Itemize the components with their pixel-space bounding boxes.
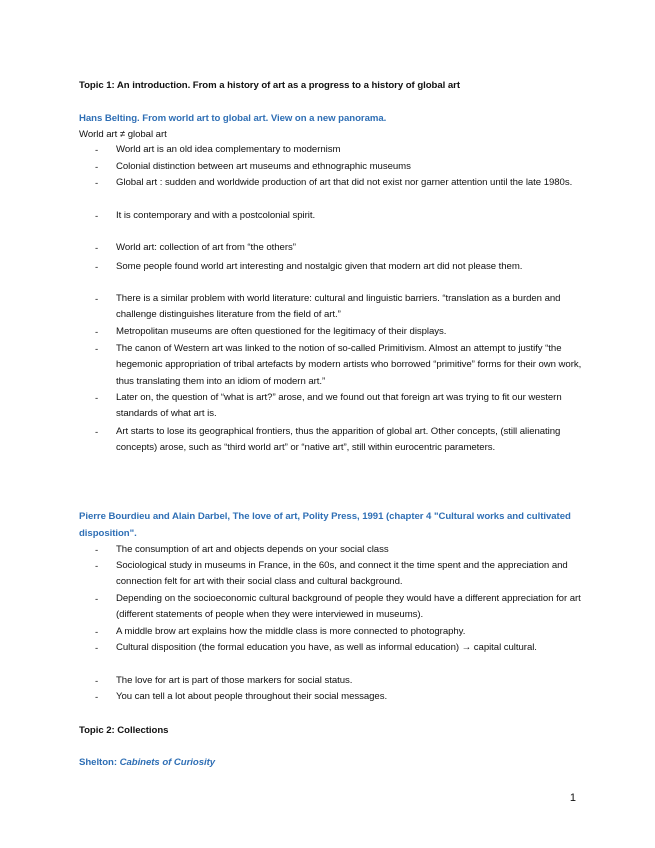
topic-2-heading: Topic 2: Collections	[79, 725, 169, 736]
list-item: Depending on the socioeconomic cultural background of people they would have a different appreciation for art (different statements of people when they were interviewed in museums).	[116, 593, 581, 621]
bullet-dash: -	[95, 243, 99, 254]
list-item: Global art : sudden and worldwide production of art that did not exist nor garner attention until the late 1980s.	[116, 177, 573, 188]
page-number: 1	[569, 792, 576, 804]
bullet-dash: -	[95, 594, 99, 605]
bullet-dash: -	[95, 643, 99, 654]
list-item: Metropolitan museums are often questioned for the legitimacy of their displays.	[116, 326, 447, 337]
list-item: Cultural disposition (the formal education you have, as well as informal education) → capital cultural.	[116, 642, 537, 653]
list-item: The canon of Western art was linked to the notion of so-called Primitivism. Almost an attempt to justify “the hegemonic appropriation of tribal artefacts by modern artists who borrowed “primitive” forms for their own work, thus translating them into an idiom of modern art.”	[116, 343, 582, 387]
belting-heading: Hans Belting. From world art to global art. View on a new panorama.	[79, 113, 387, 124]
list-item: Colonial distinction between art museums and ethnographic museums	[116, 161, 411, 172]
bullet-dash: -	[95, 262, 99, 273]
bullet-dash: -	[95, 427, 99, 438]
belting-intro: World art ≠ global art	[79, 129, 167, 140]
bullet-dash: -	[95, 162, 99, 173]
bullet-dash: -	[95, 178, 99, 189]
topic-1-heading: Topic 1: An introduction. From a history of art as a progress to a history of global art	[79, 80, 460, 91]
bullet-dash: -	[95, 294, 99, 305]
bullet-dash: -	[95, 327, 99, 338]
bullet-dash: -	[95, 676, 99, 687]
bourdieu-heading: Pierre Bourdieu and Alain Darbel, The love of art, Polity Press, 1991 (chapter 4 "Cultural works and cultivated disposition".	[79, 511, 571, 539]
bullet-dash: -	[95, 145, 99, 156]
shelton-author: Shelton:	[79, 757, 120, 768]
bullet-dash: -	[95, 344, 99, 355]
bullet-dash: -	[95, 561, 99, 572]
list-item: World art: collection of art from “the others”	[116, 242, 296, 253]
bullet-dash: -	[95, 211, 99, 222]
list-item: Art starts to lose its geographical frontiers, thus the apparition of global art. Other concepts, (still alienating concepts) arose, such as “third world art” or “native art”, still within eurocentric parameters.	[116, 426, 561, 454]
list-item: Later on, the question of “what is art?” arose, and we found out that foreign art was trying to fit our western standards of what art is.	[116, 392, 562, 420]
bullet-dash: -	[95, 627, 99, 638]
list-item: There is a similar problem with world literature: cultural and linguistic barriers. “translation as a burden and challenge distinguishes literature from the field of art.”	[116, 293, 561, 321]
list-item: Some people found world art interesting and nostalgic given that modern art did not please them.	[116, 261, 523, 272]
list-item: Sociological study in museums in France, in the 60s, and connect it the time spent and the appreciation and connection felt for art with their social class and cultural background.	[116, 560, 568, 588]
shelton-heading	[79, 757, 215, 769]
list-item: World art is an old idea complementary to modernism	[116, 144, 341, 155]
bullet-dash: -	[95, 692, 99, 703]
list-item: The consumption of art and objects depends on your social class	[116, 544, 389, 555]
list-item: The love for art is part of those markers for social status.	[116, 675, 353, 686]
list-item: A middle brow art explains how the middle class is more connected to photography.	[116, 626, 466, 637]
shelton-title: Cabinets of Curiosity	[119, 757, 216, 768]
bullet-dash: -	[95, 545, 99, 556]
list-item: It is contemporary and with a postcolonial spirit.	[116, 210, 316, 221]
list-item: You can tell a lot about people throughout their social messages.	[116, 691, 388, 702]
bullet-dash: -	[95, 393, 99, 404]
